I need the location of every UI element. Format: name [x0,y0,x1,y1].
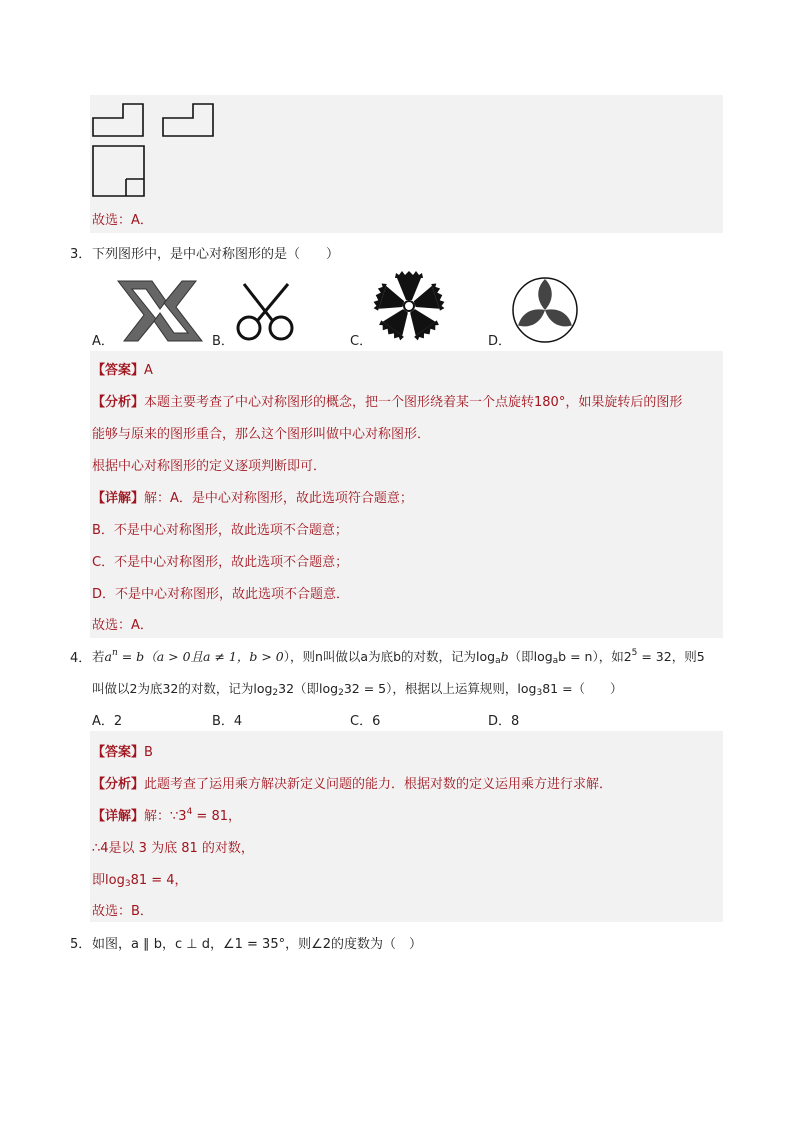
stem-math: a > 0且a ≠ 1，b > 0 [156,649,284,664]
stem-text: 32 = 5），根据以上运算规则，log [343,681,537,696]
view-drawings-figure [90,100,220,198]
detail-sup: 4 [186,807,193,817]
stem-math: a [104,649,112,664]
stem-math: b [500,649,509,664]
detail-tag: 【详解】 [92,809,145,824]
stem-sub: 3 [536,688,543,698]
stem-text: （即log [508,649,553,664]
question-stem-3: 下列图形中，是中心对称图形的是（ ） [92,247,340,262]
stem-text: 81 =（ ） [542,681,623,696]
answer-tag: 【答案】 [92,363,145,378]
stem-sub: 2 [338,688,344,698]
stem-sub: a [552,656,559,666]
detail-text: 即log [92,873,125,888]
stem-text: ），则n叫做以a为底b的对数，记为log [283,649,496,664]
stem-sup: 5 [631,648,638,658]
answer-conclusion-q2: 故选：A． [92,213,153,228]
answer-value: B [144,745,153,760]
detail-sub: 3 [124,879,131,889]
stem-sub: 2 [272,688,279,698]
answer-conclusion-q3: 故选：A． [92,618,153,633]
option-c-pinwheel-figure [370,269,448,343]
stem-math: = b（ [117,649,157,664]
answer-conclusion-q4: 故选：B． [92,904,153,919]
detail-line-1-q4 [92,805,241,824]
option-b-scissors-figure [232,282,298,342]
detail-line-3-q3: C．不是中心对称图形，故此选项不合题意； [92,555,349,570]
detail-line-4-q3: D．不是中心对称图形，故此选项不合题意． [92,587,350,602]
option-a-label[interactable]: A． [92,334,114,349]
detail-text: 解：A．是中心对称图形，故此选项符合题意； [144,491,413,506]
stem-text: b = n），如2 [558,649,632,664]
detail-text: = 81， [192,809,241,824]
question-number-5: 5． [70,937,92,952]
question-number-4: 4． [70,651,92,666]
answer-line-q3 [92,359,153,378]
analysis-line-2-q3: 能够与原来的图形重合，那么这个图形叫做中心对称图形． [92,427,431,442]
stem-sub: a [495,656,501,666]
option-a-q4[interactable]: A．2 [92,714,123,729]
option-b-label[interactable]: B． [212,334,234,349]
stem-sup: n [111,648,118,658]
detail-line-1-q3 [92,487,413,506]
option-d-q4[interactable]: D．8 [488,714,520,729]
answer-line-q4 [92,741,153,760]
option-b-q4[interactable]: B．4 [212,714,243,729]
option-c-q4[interactable]: C．6 [350,714,381,729]
analysis-line-q4 [92,773,612,792]
question-stem-5: 如图，a ∥ b，c ⊥ d，∠1 = 35°，则∠2的度数为（ ） [92,937,423,952]
option-d-circle-petals-figure [510,275,580,345]
question-number-3: 3． [70,247,92,262]
detail-tag: 【详解】 [92,491,145,506]
stem-text: 叫做以2为底32的对数，记为log [92,681,273,696]
answer-tag: 【答案】 [92,745,145,760]
option-c-label[interactable]: C． [350,334,373,349]
question-stem-4-line-1 [92,647,705,666]
analysis-text: 本题主要考查了中心对称图形的概念，把一个图形绕着某一个点旋转180°，如果旋转后的图形 [144,395,683,410]
solution-block-q4 [90,731,723,922]
analysis-tag: 【分析】 [92,777,145,792]
answer-value: A [144,363,153,378]
question-stem-4-line-2 [92,679,623,698]
stem-text: = 32，则5 [637,649,705,664]
detail-line-3-q4 [92,869,188,889]
option-d-label[interactable]: D． [488,334,512,349]
detail-line-2-q4: ∴4是以 3 为底 81 的对数， [92,841,254,856]
analysis-text: 此题考查了运用乘方解决新定义问题的能力．根据对数的定义运用乘方进行求解． [144,777,613,792]
stem-text: 若 [92,649,105,664]
detail-text: 81 = 4， [130,873,188,888]
stem-text: 32（即log [278,681,339,696]
detail-text: 解：∵3 [144,809,187,824]
analysis-tag: 【分析】 [92,395,145,410]
analysis-line-3-q3: 根据中心对称图形的定义逐项判断即可． [92,459,327,474]
detail-line-2-q3: B．不是中心对称图形，故此选项不合题意； [92,523,348,538]
analysis-line-1-q3 [92,391,682,410]
option-a-zigzag-figure [116,279,204,343]
